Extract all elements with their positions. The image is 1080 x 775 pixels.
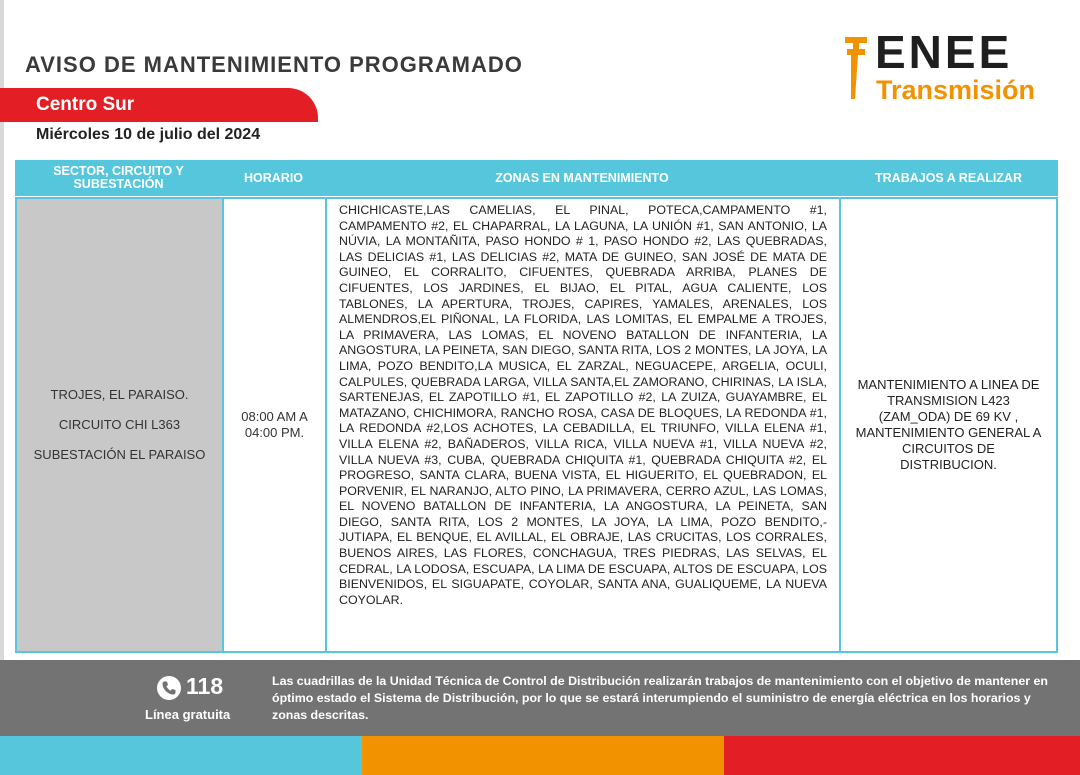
- sector-cell: [17, 199, 224, 651]
- zones-cell: CHICHICASTE,LAS CAMELIAS, EL PINAL, POTECA,CAMPAMENTO #1, CAMPAMENTO #2, EL CHAPARRAL, LA LAGUNA, LA UNIÓN #1, SAN ANTONIO, LA NÚVIA, LA MONTAÑITA, PASO HONDO # 1, PASO HONDO #2, LAS QUEBRADAS, LAS DELICIAS #1, LAS DELICIAS #2, MATA DE GUINEO, SAN JOSÉ DE MATA DE GUINEO, EL CORRALITO, CIFUENTES, QUEBRADA ARRIBA, PLANES DE CIFUENTES, LOS JARDINES, EL BIJAO, EL PITAL, AGUA CALIENTE, LOS TABLONES, LA APERTURA, TROJES, CAPIRES, YAMALES, ARENALES, LOS ALMENDROS,EL PIÑONAL, LA FLORIDA, LAS LOMITAS, EL EMPALME A TROJES, LA PRIMAVERA, LAS LOMAS, EL NOVENO BATALLON DE INFANTERIA, LA ANGOSTURA, LA PEINETA, SAN DIEGO, SANTA RITA, LOS 2 MONTES, LA JOYA, LA LIMA, POZO BENDITO,LA MUSICA, EL ZARZAL, NEGUACEPE, ARGELIA, OCULI, CALPULES, QUEBRADA LARGA, VILLA SANTA,EL ZAMORANO, CHIRINAS, LA ISLA, SARTENEJAS, EL ZAPOTILLO #1, EL ZAPOTILLO #2, LA ZUIZA, GUAYAMBRE, EL MATAZANO, CHICHIMORA, RANCHO ROSA, CASA DE BLOQUES, LA REDONDA #1, LA REDONDA #2,LOS ACHOTES, LA CEBADILLA, EL TRIUNFO, VILLA ELENA #1, VILLA ELENA #2, BAÑADEROS, VILLA RICA, VILLA NUEVA #1, VILLA NUEVA #2, VILLA NUEVA #3, CUBA, QUEBRADA CHIQUITA #1, QUEBRADA CHIQUITA #2, EL PROGRESO, SANTA CLARA, BUENA VISTA, EL HIGUERITO, EL QUEBRADON, EL PORVENIR, EL NARANJO, ALTO PINO, LA PRIMAVERA, CERRO AZUL, LAS LOMAS, EL NOVENO BATALLON DE INFANTERIA, LA ANGOSTURA, LA PEINETA, SAN DIEGO, SANTA RITA, LOS 2 MONTES, LA JOYA, LA LIMA, POZO BENDITO,- JUTIAPA, EL BENQUE, EL AVILLAL, EL OBRAJE, LAS CRUCITAS, LOS CORRALES, BUENOS AIRES, LAS FLORES, CONCHAGUA, TRES PIEDRAS, LAS SELVAS, EL CEDRAL, LA LODOSA, ESCUAPA, LA LIMA DE ESCUAPA, ALTOS DE ESCUAPA, LOS BIENVENIDOS, EL SIGUAPATE, COYOLAR, SANTA ANA, GUALIQUEME, LA NUEVA COYOLAR.: [327, 199, 841, 651]
- enee-logo: [845, 26, 1060, 108]
- region-banner: [0, 88, 318, 122]
- header-work: TRABAJOS A REALIZAR: [875, 170, 1022, 185]
- logo-subtitle: Transmisión: [876, 75, 1036, 105]
- hotline-number: 118: [186, 673, 224, 699]
- enee-tower-mark-icon: [845, 37, 867, 99]
- work-cell: MANTENIMIENTO A LINEA DE TRANSMISION L423 (ZAM_ODA) DE 69 KV , MANTENIMIENTO GENERAL A CIRCUITOS DE DISTRIBUCION.: [855, 377, 1042, 472]
- hotline-label: Línea gratuita: [145, 707, 231, 722]
- logo-wordmark: ENEE: [875, 26, 1013, 78]
- header-zones: ZONAS EN MANTENIMIENTO: [495, 170, 669, 185]
- substation-name: SUBESTACIÓN EL PARAISO: [33, 447, 206, 462]
- stripe-orange: [362, 736, 724, 775]
- region-label: Centro Sur: [36, 94, 135, 115]
- phone-icon: [157, 676, 181, 700]
- sector-name: TROJES, EL PARAISO.: [50, 387, 189, 402]
- schedule-cell: 08:00 AM A 04:00 PM.: [224, 199, 327, 651]
- table-row: [15, 197, 1058, 653]
- maintenance-table: [15, 160, 1058, 653]
- stripe-cyan: [0, 736, 362, 775]
- circuit-name: CIRCUITO CHI L363: [58, 417, 181, 432]
- color-stripes: [0, 736, 1080, 775]
- footer-banner: [0, 660, 1080, 736]
- stripe-red: [724, 736, 1080, 775]
- table-header: [15, 160, 1058, 196]
- notice-date: Miércoles 10 de julio del 2024: [36, 126, 261, 143]
- header-sector: SECTOR, CIRCUITO Y SUBESTACIÓN: [53, 164, 184, 191]
- page-title: AVISO DE MANTENIMIENTO PROGRAMADO: [25, 52, 523, 77]
- footer-notice: Las cuadrillas de la Unidad Técnica de Control de Distribución realizarán trabajos de mantenimiento con el objetivo de mantener en óptimo estado el Sistema de Distribución, por lo que se estará interumpiendo el suministro de energía eléctrica en los horarios y zonas descritas.: [272, 674, 1048, 722]
- header-schedule: HORARIO: [243, 170, 304, 185]
